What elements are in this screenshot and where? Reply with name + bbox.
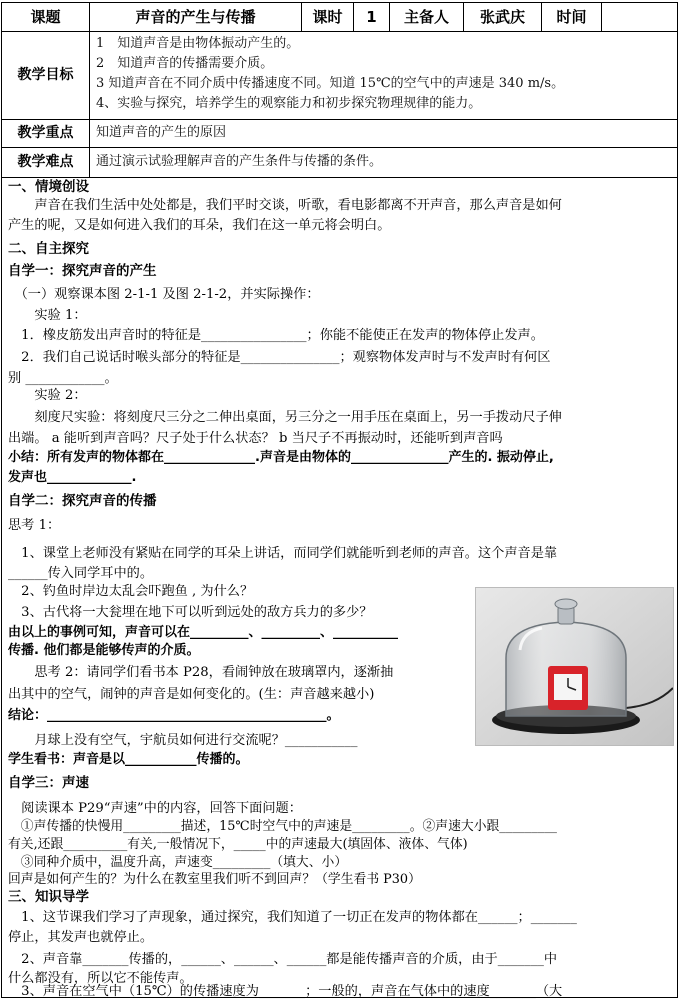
body-line: 月球上没有空气，宇航员如何进行交流呢？___________ — [8, 733, 358, 748]
body-line: 2．我们自己说话时喉头部分的特征是_______________；观察物体发声时与不发声时有何区 — [8, 350, 551, 365]
body-line: ③同种介质中，温度升高，声速变_________（填大、小） — [8, 855, 348, 870]
summary-line: 发声也_____________. — [8, 470, 137, 485]
body-line: 别 ____________。 — [8, 371, 118, 386]
summary-line: 小结：所有发声的物体都在______________.声音是由物体的_______________产生的. 振动停止, — [8, 450, 554, 465]
body-line: 出其中的空气，闹钟的声音是如何变化的。(生：声音越来越小) — [8, 687, 375, 702]
body-line: （一）观察课本图 2-1-1 及图 2-1-2，并实际操作： — [8, 287, 320, 302]
bell-jar-image — [476, 588, 673, 745]
subsection-heading: 自学二：探究声音的传播 — [8, 493, 157, 509]
section-heading: 二、自主探究 — [8, 241, 89, 257]
body-line: 产生的呢，又是如何进入我们的耳朵，我们在这一单元将会明白。 — [8, 218, 391, 233]
preparer-value: 张武庆 — [464, 3, 542, 31]
topic-value: 声音的产生与传播 — [90, 3, 302, 31]
time-value — [602, 3, 677, 31]
body-line: 停止，其发声也就停止。 — [8, 930, 154, 945]
topic-label: 课题 — [2, 3, 90, 31]
bell-jar-photo — [475, 587, 674, 746]
body-line: 声音在我们生活中处处都是，我们平时交谈，听歌，看电影都离不开声音，那么声音是如何 — [8, 198, 562, 213]
subsection-heading: 自学一：探究声音的产生 — [8, 263, 157, 279]
goal-4: 4、实验与探究，培养学生的观察能力和初步探究物理规律的能力。 — [96, 96, 482, 111]
goal-1: 1 知道声音是由物体振动产生的。 — [96, 36, 300, 51]
conclusion-line: 结论：___________________________________________。 — [8, 708, 340, 723]
key-label: 教学重点 — [2, 119, 90, 147]
difficulty-text: 通过演示试验理解声音的产生条件与传播的条件。 — [96, 154, 383, 169]
body-line: 3、声音在空气中（15℃）的传播速度为_______；一般的，声音在气体中的速度_______（大 — [8, 984, 563, 999]
body-line: 3、古代将一大瓮埋在地下可以听到远处的敌方兵力的多少？ — [8, 605, 373, 620]
section-heading: 一、情境创设 — [8, 179, 89, 195]
period-value: 1 — [354, 3, 390, 31]
body-line: 刻度尺实验：将刻度尺三分之二伸出桌面，另三分之一用手压在桌面上，另一手拨动尺子伸 — [8, 410, 562, 425]
time-label: 时间 — [542, 3, 602, 31]
body-line-bold: 传播. 他们都是能够传声的介质。 — [8, 643, 200, 658]
body-line: 回声是如何产生的？为什么在教室里我们听不到回声？（学生看书 P30） — [8, 872, 421, 887]
body-line: 出端。 a 能听到声音吗？尺子处于什么状态？ b 当尺子不再振动时，还能听到声音吗 — [8, 431, 503, 446]
subsection-heading: 自学三：声速 — [8, 775, 89, 791]
row-divider — [2, 177, 677, 178]
body-line: 2、钓鱼时岸边太乱会吓跑鱼 , 为什么？ — [8, 584, 254, 599]
key-text: 知道声音的产生的原因 — [96, 125, 227, 140]
lesson-plan-table — [1, 2, 678, 998]
body-line: 什么都没有，所以它不能传声。 — [8, 971, 193, 986]
body-line: 思考 2：请同学们看书本 P28，看闹钟放在玻璃罩内，逐渐抽 — [8, 665, 394, 680]
section-heading: 三、知识导学 — [8, 889, 89, 905]
period-label: 课时 — [302, 3, 354, 31]
body-line: 2、声音靠_______传播的，______、______、______都是能传播声音的介质，由于_______中 — [8, 952, 558, 967]
body-line: 实验 1： — [8, 308, 87, 323]
body-line: 1、这节课我们学习了声现象，通过探究，我们知道了一切正在发声的物体都在______；_______ — [8, 910, 577, 925]
body-line: 有关,还跟__________有关,一般情况下，_____中的声速最大(填固体、液体、气体) — [8, 837, 468, 852]
goals-content — [96, 34, 564, 114]
goals-label: 教学目标 — [2, 31, 90, 119]
header-row — [2, 3, 677, 32]
goal-3: 3 知道声音在不同介质中传播速度不同。知道 15℃的空气中的声速是 340 m/s。 — [96, 76, 565, 91]
body-line: ①声传播的快慢用_________描述，15℃时空气中的声速是_________。②声速大小跟_________ — [8, 819, 557, 834]
body-line: 1．橡皮筋发出声音时的特征是________________；你能不能使正在发声的物体停止发声。 — [8, 328, 544, 343]
goal-2: 2 知道声音的传播需要介质。 — [96, 56, 274, 71]
body-line-bold: 由以上的事例可知，声音可以在_________、_________、__________ — [8, 625, 399, 640]
body-line-bold: 学生看书：声音是以___________传播的。 — [8, 752, 249, 767]
difficulty-label: 教学难点 — [2, 147, 90, 177]
body-line: 实验 2： — [8, 388, 87, 403]
body-line: 思考 1： — [8, 518, 61, 533]
body-line: 1、课堂上老师没有紧贴在同学的耳朵上讲话，而同学们就能听到老师的声音。这个声音是靠 — [8, 546, 558, 561]
body-line: 阅读课本 P29“声速”中的内容，回答下面问题： — [8, 801, 302, 816]
preparer-label: 主备人 — [390, 3, 464, 31]
body-line: ______传入同学耳中的。 — [8, 566, 154, 581]
